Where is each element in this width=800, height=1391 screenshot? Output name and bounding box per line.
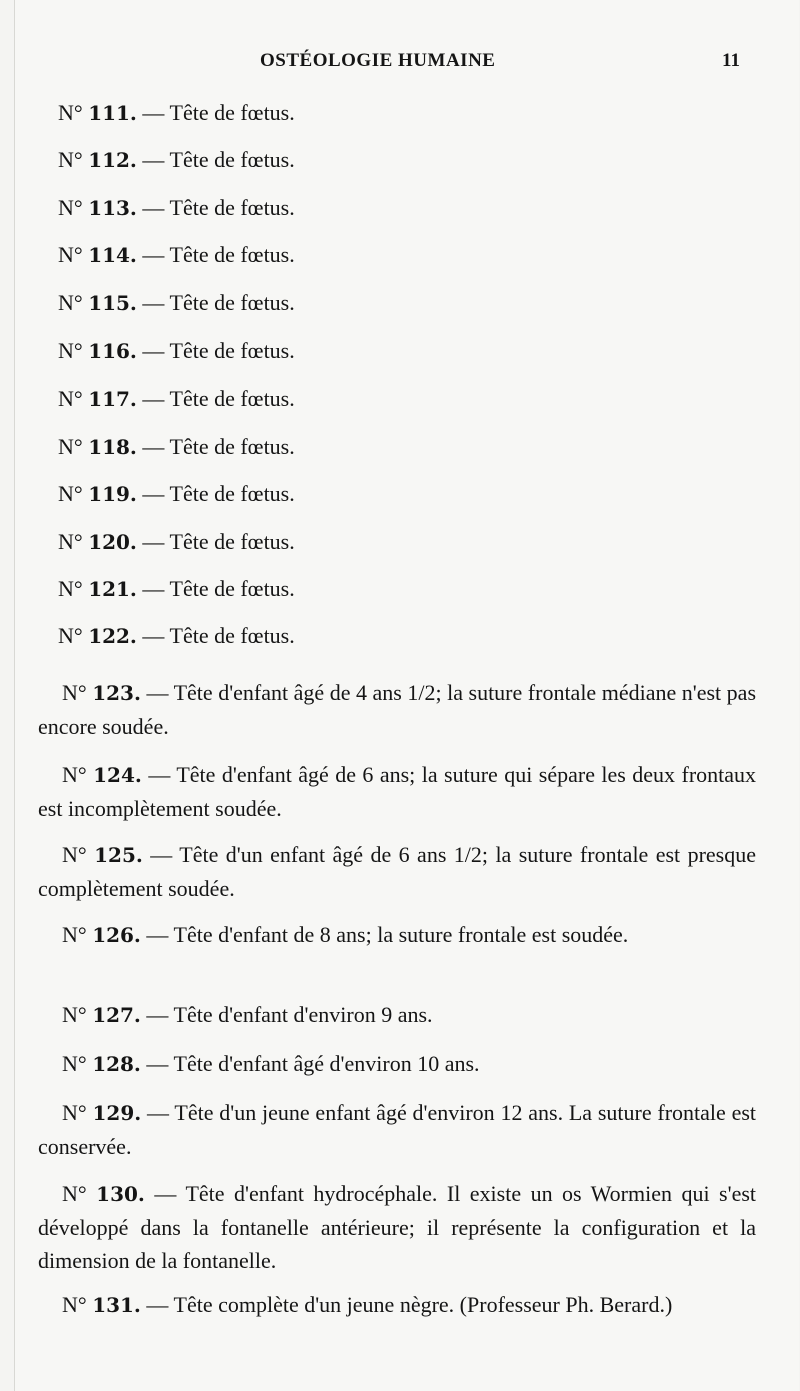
entry-number: 118. (88, 435, 137, 459)
catalog-entry (38, 676, 756, 743)
entry-number: 128. (92, 1052, 141, 1076)
entry-text: — Tête de fœtus. (142, 434, 295, 459)
entry-number: 116. (88, 339, 137, 363)
catalog-entry (38, 998, 756, 1032)
entry-text: — Tête d'enfant d'environ 9 ans. (146, 1002, 433, 1027)
entry-text: — Tête de fœtus. (142, 529, 295, 554)
entry-prefix: N° (58, 434, 83, 459)
catalog-entry (58, 572, 776, 606)
catalog-entry (38, 1288, 756, 1322)
catalog-entry (58, 238, 776, 272)
catalog-entry (58, 286, 776, 320)
entry-text: — Tête d'un jeune enfant âgé d'environ 12 ans. La suture frontale est conservée. (38, 1100, 757, 1159)
catalog-entry (58, 430, 776, 464)
catalog-entry (58, 191, 776, 225)
entry-text: — Tête de fœtus. (142, 147, 295, 172)
catalog-entry (38, 1177, 756, 1277)
entry-prefix: N° (58, 386, 83, 411)
catalog-entry (58, 143, 776, 177)
entry-prefix: N° (58, 576, 83, 601)
entry-number: 112. (88, 148, 137, 172)
entry-number: 126. (92, 923, 141, 947)
entry-text: — Tête de fœtus. (142, 481, 295, 506)
entry-number: 120. (88, 530, 137, 554)
entry-number: 129. (92, 1101, 142, 1125)
page-header (0, 46, 800, 76)
entry-prefix: N° (58, 290, 83, 315)
entry-prefix: N° (62, 1100, 87, 1125)
entry-prefix: N° (58, 100, 83, 125)
entry-number: 119. (88, 482, 137, 506)
entry-text: — Tête d'enfant hydrocéphale. Il existe un os Wormien qui s'est développé dans la fontanelle antérieure; il représente la configuration et la dimension de la fontanelle. (38, 1181, 757, 1273)
entry-text: — Tête d'un enfant âgé de 6 ans 1/2; la suture frontale est presque complètement soudée. (38, 842, 757, 901)
entry-number: 130. (96, 1182, 145, 1206)
running-title: OSTÉOLOGIE HUMAINE (260, 50, 496, 71)
entry-text: — Tête complète d'un jeune nègre. (Professeur Ph. Berard.) (146, 1292, 673, 1317)
entry-text: — Tête d'enfant de 8 ans; la suture frontale est soudée. (146, 922, 629, 947)
entry-number: 111. (88, 101, 137, 125)
entry-prefix: N° (62, 762, 87, 787)
entry-number: 114. (88, 243, 137, 267)
entry-number: 125. (94, 843, 143, 867)
entry-prefix: N° (58, 147, 83, 172)
catalog-entry (38, 918, 756, 952)
entry-prefix: N° (58, 623, 83, 648)
entry-prefix: N° (62, 1051, 87, 1076)
entry-number: 124. (93, 763, 142, 787)
entry-text: — Tête d'enfant âgé d'environ 10 ans. (146, 1051, 480, 1076)
page-number: 11 (722, 50, 740, 71)
entry-text: — Tête de fœtus. (142, 100, 295, 125)
entry-prefix: N° (62, 1292, 87, 1317)
entry-prefix: N° (62, 1002, 87, 1027)
entry-text: — Tête de fœtus. (142, 576, 295, 601)
entry-number: 115. (88, 291, 137, 315)
catalog-entry (38, 838, 756, 905)
entry-text: — Tête de fœtus. (142, 386, 295, 411)
entry-number: 122. (88, 624, 137, 648)
entry-prefix: N° (58, 242, 83, 267)
catalog-entry (58, 334, 776, 368)
entry-number: 121. (88, 577, 137, 601)
catalog-entry (58, 382, 776, 416)
entry-prefix: N° (62, 1181, 87, 1206)
entry-text: — Tête d'enfant âgé de 6 ans; la suture qui sépare les deux frontaux est incomplètement soudée. (38, 762, 757, 821)
entry-number: 127. (92, 1003, 141, 1027)
catalog-entry (58, 96, 776, 130)
entry-prefix: N° (62, 680, 87, 705)
entry-text: — Tête de fœtus. (142, 242, 295, 267)
entry-number: 117. (88, 387, 137, 411)
entry-number: 123. (92, 681, 141, 705)
entry-prefix: N° (62, 922, 87, 947)
entry-number: 113. (88, 196, 137, 220)
entry-number: 131. (92, 1293, 141, 1317)
entry-text: — Tête de fœtus. (142, 623, 295, 648)
entry-prefix: N° (62, 842, 87, 867)
entry-prefix: N° (58, 529, 83, 554)
entry-prefix: N° (58, 481, 83, 506)
entry-text: — Tête de fœtus. (142, 338, 295, 363)
catalog-entry (58, 477, 776, 511)
catalog-entry (38, 1047, 756, 1081)
catalog-entry (38, 758, 756, 825)
entry-prefix: N° (58, 195, 83, 220)
entry-prefix: N° (58, 338, 83, 363)
catalog-entry (58, 525, 776, 559)
entry-text: — Tête de fœtus. (142, 290, 295, 315)
entry-text: — Tête de fœtus. (142, 195, 295, 220)
catalog-entry (38, 1096, 756, 1163)
catalog-entry (58, 619, 776, 653)
entry-text: — Tête d'enfant âgé de 4 ans 1/2; la suture frontale médiane n'est pas encore soudée. (38, 680, 757, 739)
